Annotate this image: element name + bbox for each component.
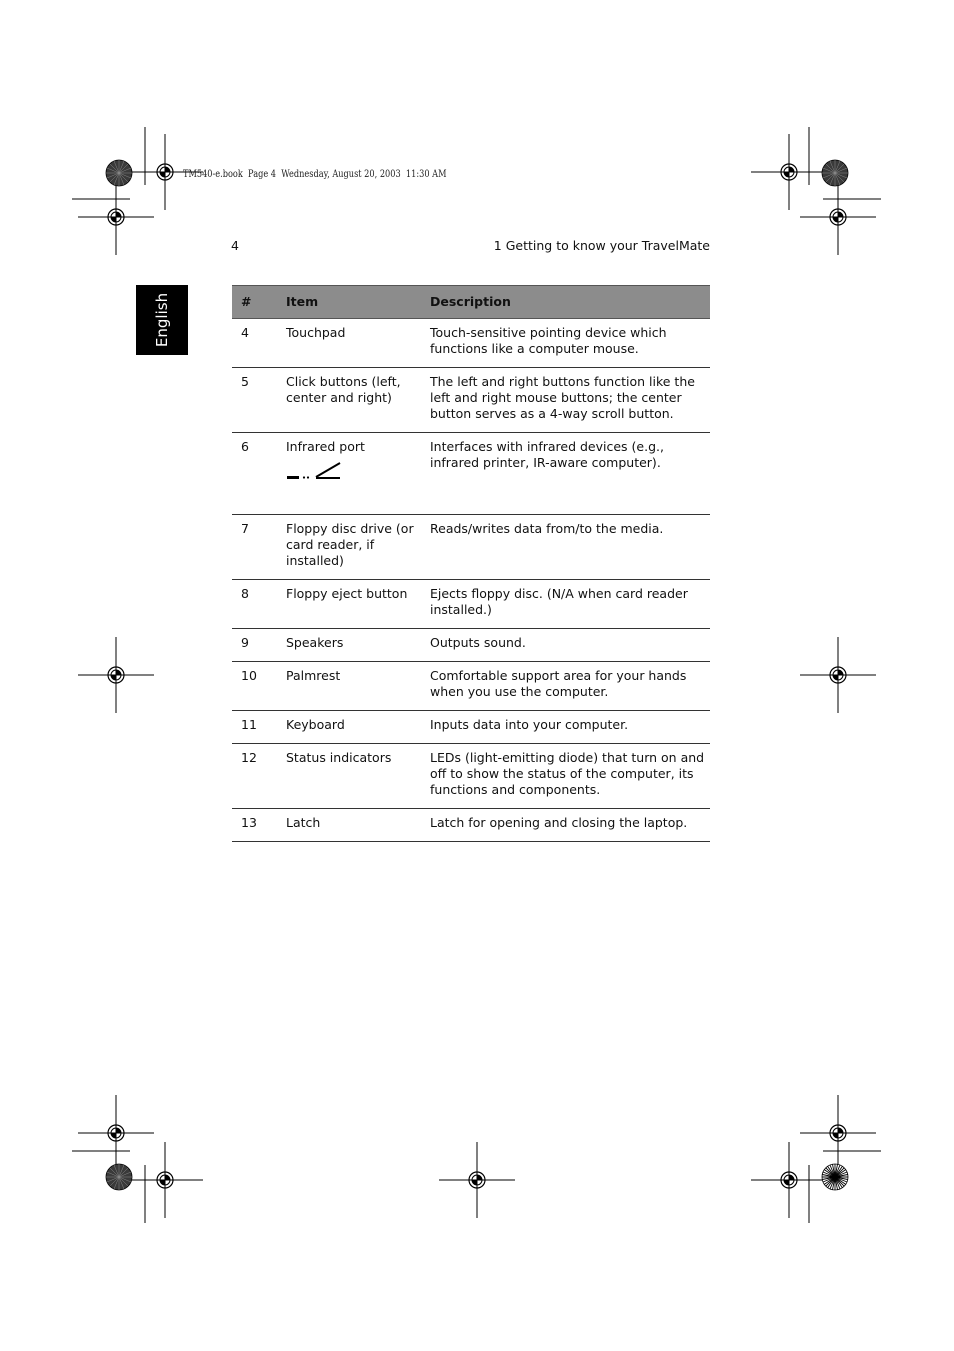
row-number: 4: [232, 319, 277, 368]
row-item: Keyboard: [277, 711, 421, 744]
row-number: 13: [232, 809, 277, 842]
row-description: Interfaces with infrared devices (e.g., infrared printer, IR-aware computer).: [421, 433, 710, 515]
file-slug: [183, 169, 446, 180]
infrared-port-icon: [286, 461, 344, 483]
row-description: Reads/writes data from/to the media.: [421, 515, 710, 580]
row-description: Latch for opening and closing the laptop.: [421, 809, 710, 842]
chapter-title: 1 Getting to know your TravelMate: [493, 238, 710, 253]
row-item: Floppy eject button: [277, 580, 421, 629]
row-description: LEDs (light-emitting diode) that turn on and off to show the status of the computer, its functions and components.: [421, 744, 710, 809]
table-row: [232, 319, 710, 368]
row-number: 11: [232, 711, 277, 744]
row-item: Floppy disc drive (or card reader, if installed): [277, 515, 421, 580]
table-row: [232, 433, 710, 515]
slug-time: 11:30 AM: [405, 169, 447, 180]
slug-page: Page 4: [248, 169, 277, 180]
row-description: Ejects floppy disc. (N/A when card reader installed.): [421, 580, 710, 629]
table-row: [232, 809, 710, 842]
table-row: [232, 580, 710, 629]
row-description: Inputs data into your computer.: [421, 711, 710, 744]
row-number: 8: [232, 580, 277, 629]
table-row: [232, 662, 710, 711]
column-header-item: Item: [277, 286, 421, 319]
row-number: 9: [232, 629, 277, 662]
row-description: Outputs sound.: [421, 629, 710, 662]
column-header-description: Description: [421, 286, 710, 319]
row-description: Comfortable support area for your hands when you use the computer.: [421, 662, 710, 711]
row-description: The left and right buttons function like the left and right mouse buttons; the center button serves as a 4-way scroll button.: [421, 368, 710, 433]
row-item: Status indicators: [277, 744, 421, 809]
row-number: 6: [232, 433, 277, 515]
language-tab: [136, 285, 188, 355]
language-tab-label: English: [153, 292, 172, 348]
table-row: [232, 368, 710, 433]
table-row: [232, 711, 710, 744]
slug-file: TM540-e.book: [183, 169, 243, 180]
row-item: Infrared port: [286, 439, 365, 454]
row-item: Palmrest: [277, 662, 421, 711]
row-number: 7: [232, 515, 277, 580]
row-item: Latch: [277, 809, 421, 842]
table-row: [232, 744, 710, 809]
row-item: Speakers: [277, 629, 421, 662]
items-table: [232, 285, 710, 842]
row-item: Touchpad: [277, 319, 421, 368]
page-number: 4: [231, 238, 239, 253]
row-item-cell: [277, 433, 421, 515]
table-row: [232, 515, 710, 580]
row-item: Click buttons (left, center and right): [277, 368, 421, 433]
slug-date: Wednesday, August 20, 2003: [281, 169, 401, 180]
row-number: 12: [232, 744, 277, 809]
column-header-number: #: [232, 286, 277, 319]
row-number: 10: [232, 662, 277, 711]
table-header-row: [232, 286, 710, 319]
row-number: 5: [232, 368, 277, 433]
row-description: Touch-sensitive pointing device which functions like a computer mouse.: [421, 319, 710, 368]
table-row: [232, 629, 710, 662]
